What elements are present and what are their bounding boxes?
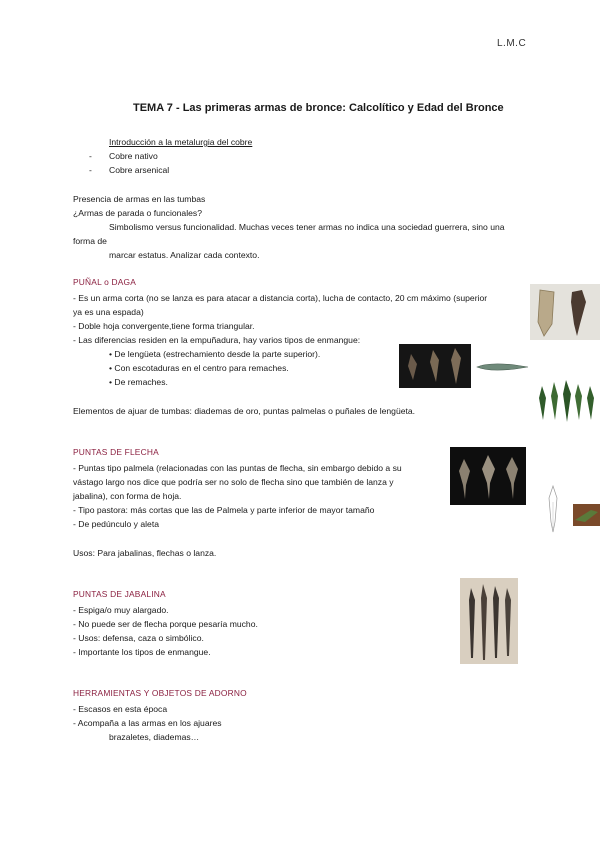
jabalina-line: - No puede ser de flecha porque pesaría mucho.	[73, 619, 258, 629]
flecha-line: - Puntas tipo palmela (relacionadas con las puntas de flecha, sin embargo debido a su	[73, 463, 402, 473]
ajuar-line: Elementos de ajuar de tumbas: diademas de oro, puntas palmelas o puñales de lengüeta.	[73, 406, 416, 416]
jabalina-line: - Usos: defensa, caza o simbólico.	[73, 633, 204, 643]
jabalina-line: - Importante los tipos de enmangue.	[73, 647, 211, 657]
herramientas-line: - Escasos en esta época	[73, 704, 168, 714]
arrowhead-drawing	[545, 482, 600, 538]
leaf-points-photo	[536, 376, 600, 424]
punal-line: - Las diferencias residen en la empuñadura, hay varios tipos de enmangue:	[73, 335, 361, 345]
presence-line: ¿Armas de parada o funcionales?	[73, 208, 202, 218]
herramientas-indent: brazaletes, diademas…	[109, 732, 200, 742]
punal-subitem: • De remaches.	[109, 377, 168, 387]
punal-subitem: • Con escotaduras en el centro para remaches.	[109, 363, 289, 373]
javelin-points-photo	[460, 578, 518, 664]
intro-dash-1: -	[89, 151, 92, 161]
points-photo-dark	[399, 344, 471, 388]
section-heading-herramientas: HERRAMIENTAS Y OBJETOS DE ADORNO	[73, 688, 247, 698]
presence-line: marcar estatus. Analizar cada contexto.	[109, 250, 260, 260]
flecha-usos: Usos: Para jabalinas, flechas o lanza.	[73, 548, 217, 558]
punal-subitem: • De lengüeta (estrechamiento desde la parte superior).	[109, 349, 321, 359]
flecha-line: vástago largo nos dice que podría ser no solo de flecha sino que también de lanza y	[73, 477, 394, 487]
blade-photo	[475, 360, 530, 374]
intro-item: Cobre arsenical	[109, 165, 170, 175]
intro-dash-2: -	[89, 165, 92, 175]
jabalina-line: - Espiga/o muy alargado.	[73, 605, 169, 615]
page-title: TEMA 7 - Las primeras armas de bronce: Calcolítico y Edad del Bronce	[133, 102, 504, 114]
herramientas-line: - Acompaña a las armas en los ajuares	[73, 718, 222, 728]
presence-line: Simbolismo versus funcionalidad. Muchas veces tener armas no indica una sociedad guerrera, sino una	[109, 222, 505, 232]
presence-line: Presencia de armas en las tumbas	[73, 194, 206, 204]
punal-line: - Doble hoja convergente,tiene forma triangular.	[73, 321, 255, 331]
flecha-line: - De pedúnculo y aleta	[73, 519, 159, 529]
arrowheads-photo	[450, 447, 526, 505]
flecha-line: - Tipo pastora: más cortas que las de Palmela y parte inferior de mayor tamaño	[73, 505, 375, 515]
presence-line: forma de	[73, 236, 107, 246]
dagger-photo	[530, 284, 600, 340]
intro-item: Cobre nativo	[109, 151, 158, 161]
section-heading-flecha: PUNTAS DE FLECHA	[73, 447, 159, 457]
flecha-line: jabalina), con forma de hoja.	[73, 491, 182, 501]
author-initials: L.M.C	[497, 38, 527, 49]
section-heading-jabalina: PUNTAS DE JABALINA	[73, 589, 166, 599]
intro-heading: Introducción a la metalurgia del cobre	[109, 137, 253, 147]
punal-line: - Es un arma corta (no se lanza es para atacar a distancia corta), lucha de contacto, 20 cm máximo (superior	[73, 293, 488, 303]
punal-line: ya es una espada)	[73, 307, 144, 317]
section-heading-punal: PUÑAL o DAGA	[73, 277, 137, 287]
